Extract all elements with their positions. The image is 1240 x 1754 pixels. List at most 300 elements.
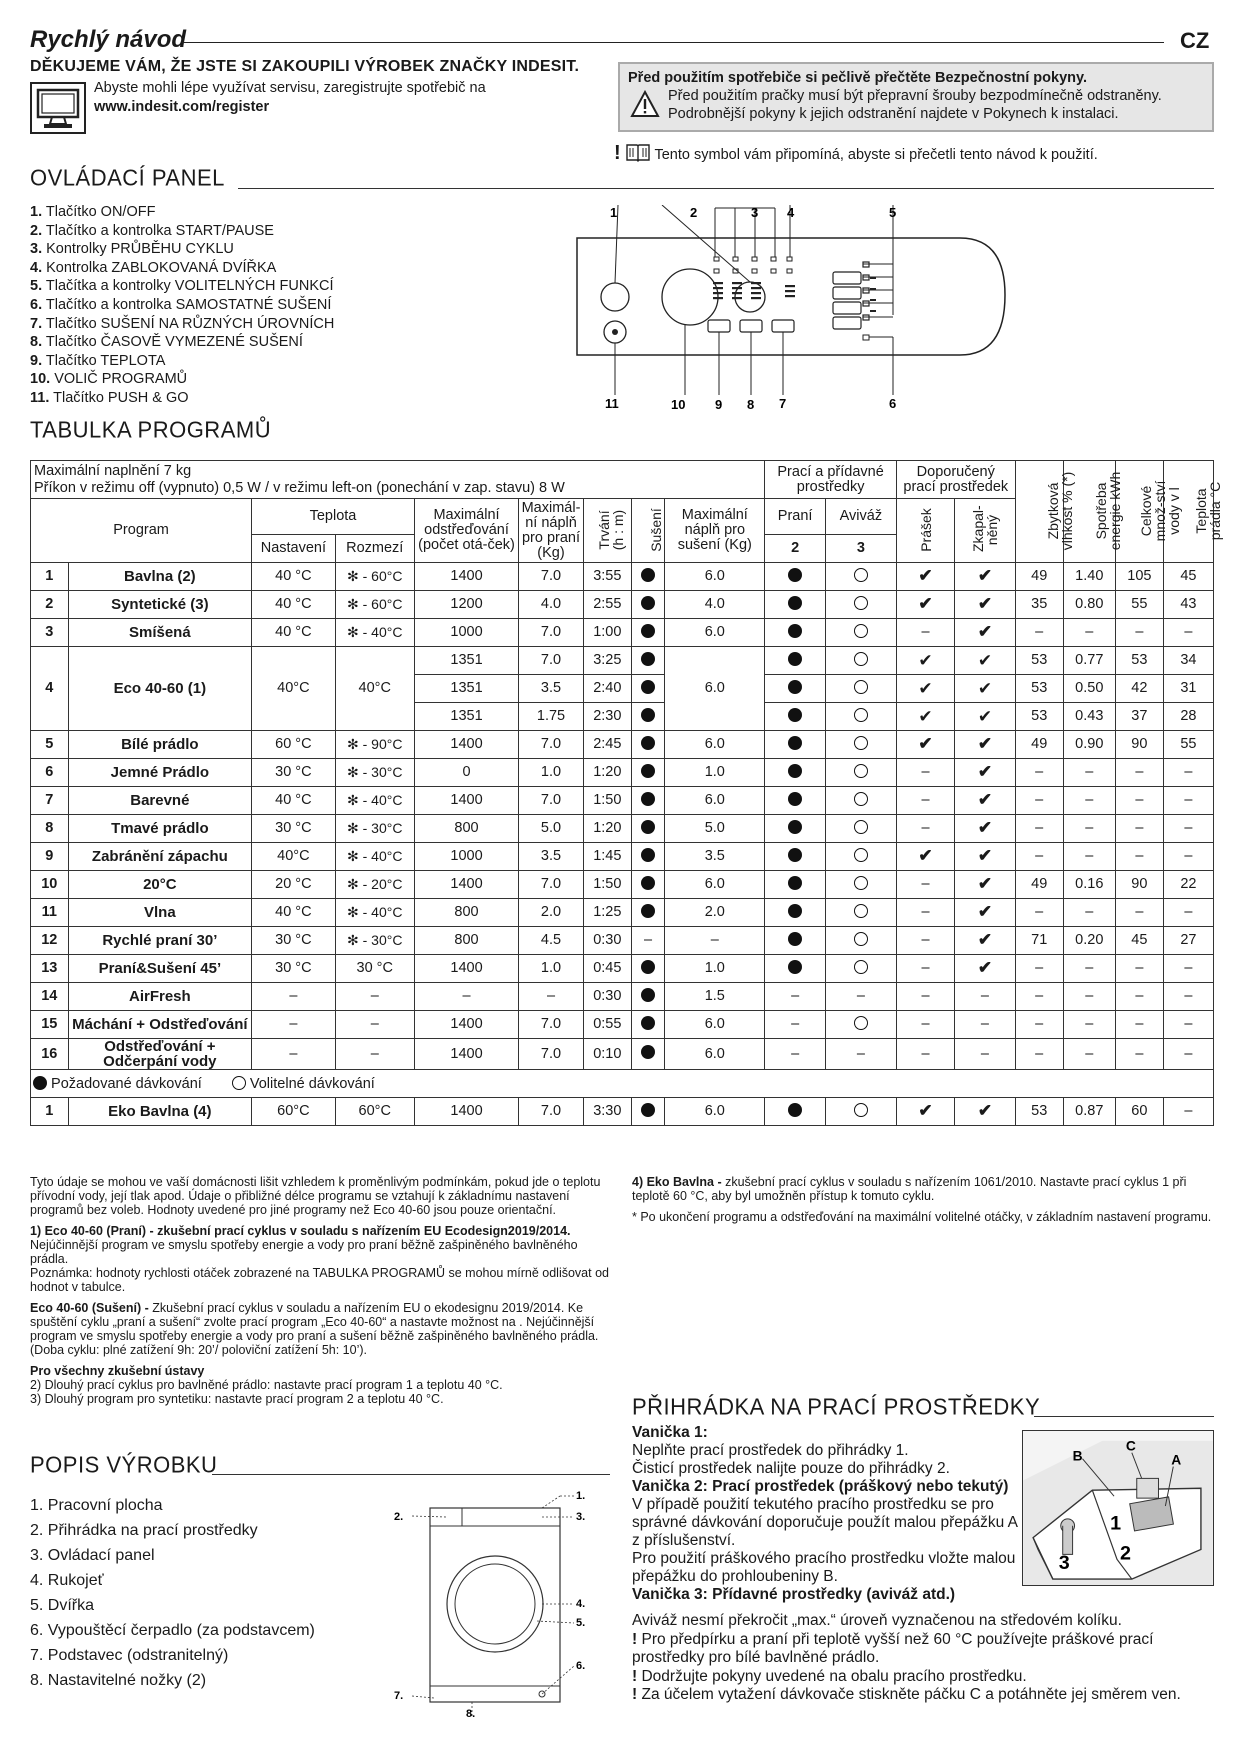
svg-text:1.: 1. xyxy=(576,1490,586,1502)
table-cell: – xyxy=(896,619,954,647)
register-url[interactable]: www.indesit.com/register xyxy=(94,99,270,115)
table-cell: 49 xyxy=(1015,563,1063,591)
table-cell: 3:55 xyxy=(583,563,631,591)
svg-text:2.: 2. xyxy=(394,1511,404,1523)
drawer-text: Vanička 1: Neplňte prací prostředek do přihrádky 1. Čisticí prostředek nalijte pouze do přihrádky 2. Vanička 2: Prací prostředek (práškový nebo tekutý) V případě použití tekutého pracího prostředku se pro správné dávkování doporučuje použít malou přepážku A z příslušenství. Pro použití práškového pracího prostředku vložte malou přepážku do prohloubeniny B. Vanička 3: Přídavné prostředky (aviváž atd.) xyxy=(632,1424,1018,1603)
required-dot xyxy=(788,792,802,806)
table-cell: Jemné Prádlo xyxy=(68,759,252,787)
table-cell: 60 xyxy=(1115,1098,1163,1126)
required-dot-icon xyxy=(33,1076,47,1090)
table-cell: 6.0 xyxy=(665,731,765,759)
table-cell: 20°C xyxy=(68,871,252,899)
table-cell: – xyxy=(1115,787,1163,815)
optional-ring xyxy=(854,848,868,862)
table-cell: 9 xyxy=(31,843,69,871)
table-cell xyxy=(765,899,826,927)
table-cell: 0:55 xyxy=(583,1011,631,1039)
table-cell: AirFresh xyxy=(68,983,252,1011)
table-cell: 7.0 xyxy=(519,619,584,647)
table-cell: – xyxy=(1115,955,1163,983)
table-cell: 1.0 xyxy=(665,955,765,983)
table-cell: ✻ - 60°C xyxy=(335,591,414,619)
table-cell: – xyxy=(1163,843,1213,871)
table-cell: 0 xyxy=(414,759,518,787)
table-cell: ✻ - 40°C xyxy=(335,787,414,815)
table-cell: – xyxy=(1163,759,1213,787)
table-cell xyxy=(896,1098,954,1126)
table-cell: – xyxy=(1015,759,1063,787)
check-icon: ✔ xyxy=(977,958,993,977)
table-cell: 43 xyxy=(1163,591,1213,619)
table-cell: 7.0 xyxy=(519,787,584,815)
table-cell: – xyxy=(631,927,664,955)
table-cell xyxy=(765,1098,826,1126)
table-cell xyxy=(631,731,664,759)
table-cell xyxy=(955,563,1016,591)
cp-item: 9. Tlačítko TEPLOTA xyxy=(30,352,166,369)
table-cell: – xyxy=(414,983,518,1011)
table-cell: – xyxy=(335,983,414,1011)
cp-item: 8. Tlačítko ČASOVĚ VYMEZENÉ SUŠENÍ xyxy=(30,334,303,351)
table-cell: 1.0 xyxy=(519,955,584,983)
table-cell: – xyxy=(1063,1011,1115,1039)
required-dot xyxy=(641,764,655,778)
table-cell: 27 xyxy=(1163,927,1213,955)
svg-text:C: C xyxy=(1125,1437,1136,1454)
table-row: 1351 3.5 2:40 ✔ ✔ 53 0.50 42 31 xyxy=(31,675,1214,703)
required-dot xyxy=(788,1103,802,1117)
cp-item: 10. VOLIČ PROGRAMŮ xyxy=(30,371,188,388)
table-cell: – xyxy=(1163,1011,1213,1039)
check-icon: ✔ xyxy=(918,734,933,753)
product-list xyxy=(30,1493,315,1693)
required-dot xyxy=(641,904,655,918)
table-row: 4 Eco 40-60 (1) 40°C 40°C 1351 7.0 3:25 6.0 ✔ ✔ 53 0.77 53 34 xyxy=(31,647,1214,675)
table-cell: – xyxy=(1063,1039,1115,1070)
required-dot xyxy=(641,1103,655,1117)
cp-label-1: 1 xyxy=(610,205,618,220)
table-cell: Syntetické (3) xyxy=(68,591,252,619)
table-cell: – xyxy=(1115,619,1163,647)
table-cell: – xyxy=(1015,843,1063,871)
required-dot xyxy=(641,680,655,694)
cp-item: 7. Tlačítko SUŠENÍ NA RŮZNÝCH ÚROVNÍCH xyxy=(30,315,335,332)
h-compartment-3: 3 xyxy=(825,535,896,563)
h-duration: Trvání (h : m) xyxy=(583,499,631,563)
required-dot xyxy=(788,680,802,694)
required-dot xyxy=(788,960,802,974)
svg-text:B: B xyxy=(1072,1447,1083,1464)
footnote-1: 1) Eco 40-60 (Praní) - zkušební prací cyklus v souladu s nařízením EU Ecodesign2019/2014. Nejúčinnější program ve smyslu spotřeby energie a vody pro praní běžně zašpiněného bavlněného prádla. Poznámka: hodnoty rychlosti otáček zobrazené na TABULKA PROGRAMŮ se mohou mírně odlišovat od hodnot v tabulce. xyxy=(30,1224,609,1294)
table-row xyxy=(31,983,1214,1011)
table-cell xyxy=(825,843,896,871)
table-cell: ✻ - 40°C xyxy=(335,899,414,927)
table-cell: 3.5 xyxy=(519,843,584,871)
table-cell: 40 °C xyxy=(252,899,335,927)
svg-text:1: 1 xyxy=(1110,1512,1122,1535)
table-cell: 40°C xyxy=(252,843,335,871)
tray-2-title: Vanička 2: Prací prostředek (práškový nebo tekutý) xyxy=(632,1478,1009,1495)
table-cell: 5.0 xyxy=(665,815,765,843)
required-dot xyxy=(641,708,655,722)
h-residual: Zbytková vlhkost % (*) xyxy=(1015,461,1063,563)
h-set: Nastavení xyxy=(252,535,335,563)
table-cell: Zabránění zápachu xyxy=(68,843,252,871)
table-cell: 1400 xyxy=(414,787,518,815)
required-dot xyxy=(641,792,655,806)
table-cell: ✻ - 40°C xyxy=(335,843,414,871)
exclamation-icon: ! xyxy=(614,142,621,164)
table-cell xyxy=(631,1098,664,1126)
table-cell: – xyxy=(825,983,896,1011)
drawer-diagram xyxy=(1022,1430,1214,1586)
table-cell: 2:55 xyxy=(583,591,631,619)
table-cell: – xyxy=(1063,983,1115,1011)
table-cell: 20 °C xyxy=(252,871,335,899)
table-cell: 1:50 xyxy=(583,787,631,815)
table-cell: 7 xyxy=(31,787,69,815)
table-cell: 13 xyxy=(31,955,69,983)
table-cell xyxy=(955,955,1016,983)
table-cell: – xyxy=(1115,1039,1163,1070)
required-dot xyxy=(641,848,655,862)
table-cell xyxy=(955,815,1016,843)
h-liquid: Zkapal-něný xyxy=(955,499,1016,563)
optional-ring xyxy=(854,624,868,638)
svg-text:4.: 4. xyxy=(576,1598,586,1610)
table-cell xyxy=(955,899,1016,927)
table-cell: – xyxy=(896,815,954,843)
check-icon: ✔ xyxy=(918,594,933,613)
language-code: CZ xyxy=(1180,28,1210,53)
table-cell: 1400 xyxy=(414,563,518,591)
h-dryload: Maximální náplň pro sušení (Kg) xyxy=(665,499,765,563)
table-row xyxy=(31,591,1214,619)
optional-ring xyxy=(854,680,868,694)
table-cell: 1400 xyxy=(414,1011,518,1039)
safety-box xyxy=(618,62,1214,132)
h-compartment-2: 2 xyxy=(765,535,826,563)
table-cell: 1:20 xyxy=(583,815,631,843)
table-cell: – xyxy=(896,983,954,1011)
cp-item: 11. Tlačítko PUSH & GO xyxy=(30,389,189,406)
table-cell: 49 xyxy=(1015,871,1063,899)
required-dot xyxy=(641,820,655,834)
table-cell: 40 °C xyxy=(252,563,335,591)
table-cell: Rychlé praní 30’ xyxy=(68,927,252,955)
table-cell xyxy=(896,731,954,759)
table-cell xyxy=(631,787,664,815)
table-row xyxy=(31,619,1214,647)
table-cell: 0.80 xyxy=(1063,591,1115,619)
table-cell: – xyxy=(519,983,584,1011)
table-cell xyxy=(631,871,664,899)
table-cell xyxy=(825,899,896,927)
table-cell: 30 °C xyxy=(252,955,335,983)
table-cell xyxy=(765,871,826,899)
check-icon: ✔ xyxy=(977,818,993,837)
table-cell: 7.0 xyxy=(519,731,584,759)
table-cell xyxy=(955,591,1016,619)
table-cell: – xyxy=(1015,787,1063,815)
table-cell: – xyxy=(1163,899,1213,927)
table-cell: – xyxy=(765,1039,826,1070)
table-cell: 1.40 xyxy=(1063,563,1115,591)
product-item: 3. Ovládací panel xyxy=(30,1547,155,1564)
control-panel-heading: OVLÁDACÍ PANEL xyxy=(30,164,225,191)
read-manual-text: Tento symbol vám připomíná, abyste si přečetli tento návod k použití. xyxy=(654,147,1098,163)
table-cell: 60 °C xyxy=(252,731,335,759)
h-recommended: Doporučený prací prostředek xyxy=(896,461,1015,499)
required-dot xyxy=(641,596,655,610)
table-cell: 71 xyxy=(1015,927,1063,955)
product-item: 1. Pracovní plocha xyxy=(30,1497,163,1514)
program-table xyxy=(30,460,1223,1126)
table-cell: – xyxy=(665,927,765,955)
table-cell: 105 xyxy=(1115,563,1163,591)
optional-ring xyxy=(854,904,868,918)
table-cell: 4.0 xyxy=(519,591,584,619)
table-cell: ✻ - 30°C xyxy=(335,815,414,843)
table-info: Maximální naplnění 7 kg Příkon v režimu off (vypnuto) 0,5 W / v režimu left-on (ponechání v zap. stavu) 8 W xyxy=(31,461,765,499)
table-cell: 35 xyxy=(1015,591,1063,619)
table-cell: 1:25 xyxy=(583,899,631,927)
table-cell: 1:20 xyxy=(583,759,631,787)
table-cell: 1400 xyxy=(414,731,518,759)
table-cell: 2 xyxy=(31,591,69,619)
table-cell: ✻ - 30°C xyxy=(335,759,414,787)
table-cell: 11 xyxy=(31,899,69,927)
cp-label-3: 3 xyxy=(751,205,759,220)
table-cell xyxy=(765,563,826,591)
table-cell: – xyxy=(1063,815,1115,843)
table-cell: 10 xyxy=(31,871,69,899)
table-cell: 1:50 xyxy=(583,871,631,899)
required-dot xyxy=(641,568,655,582)
table-cell: – xyxy=(1115,899,1163,927)
check-icon: ✔ xyxy=(918,566,933,585)
optional-ring-icon xyxy=(232,1076,246,1090)
table-cell xyxy=(631,1039,664,1070)
table-cell: 0:30 xyxy=(583,983,631,1011)
required-dot xyxy=(788,708,802,722)
table-cell: 6.0 xyxy=(665,1098,765,1126)
table-row xyxy=(31,759,1214,787)
table-cell: 3 xyxy=(31,619,69,647)
table-cell xyxy=(825,815,896,843)
book-icon xyxy=(625,142,651,162)
table-cell: 6.0 xyxy=(665,871,765,899)
h-soft: Aviváž xyxy=(825,499,896,535)
check-icon: ✔ xyxy=(977,762,993,781)
table-row: 1351 1.75 2:30 ✔ ✔ 53 0.43 37 28 xyxy=(31,703,1214,731)
table-cell: 16 xyxy=(31,1039,69,1070)
table-cell: 800 xyxy=(414,815,518,843)
table-cell: 5.0 xyxy=(519,815,584,843)
table-cell: ✻ - 40°C xyxy=(335,619,414,647)
cp-item: 4. Kontrolka ZABLOKOVANÁ DVÍŘKA xyxy=(30,259,277,276)
table-cell xyxy=(631,619,664,647)
table-cell: – xyxy=(765,1011,826,1039)
check-icon: ✔ xyxy=(977,846,993,865)
table-cell xyxy=(825,591,896,619)
product-item: 4. Rukojeť xyxy=(30,1572,104,1589)
table-row xyxy=(31,815,1214,843)
h-load: Maximál-ní náplň pro praní (Kg) xyxy=(519,499,584,563)
table-cell: 6 xyxy=(31,759,69,787)
table-cell xyxy=(765,815,826,843)
legend-optional: Volitelné dávkování xyxy=(249,1075,375,1092)
optional-ring xyxy=(854,736,868,750)
cp-item: 1. Tlačítko ON/OFF xyxy=(30,204,156,220)
table-cell: 1.0 xyxy=(665,759,765,787)
table-cell: – xyxy=(1115,815,1163,843)
svg-text:8.: 8. xyxy=(466,1708,476,1718)
drawer-rule xyxy=(1034,1416,1214,1417)
table-cell: – xyxy=(1115,843,1163,871)
table-row xyxy=(31,871,1214,899)
product-item: 6. Vypouštěcí čerpadlo (za podstavcem) xyxy=(30,1622,315,1639)
table-cell: 0.20 xyxy=(1063,927,1115,955)
table-cell: – xyxy=(335,1039,414,1070)
table-cell: 6.0 xyxy=(665,787,765,815)
table-cell: 7.0 xyxy=(519,1011,584,1039)
cp-label-8: 8 xyxy=(747,397,755,412)
optional-ring xyxy=(854,708,868,722)
table-cell: 4.5 xyxy=(519,927,584,955)
table-cell: ✻ - 20°C xyxy=(335,871,414,899)
table-cell xyxy=(765,927,826,955)
table-cell xyxy=(631,983,664,1011)
required-dot xyxy=(788,568,802,582)
program-table-heading: TABULKA PROGRAMŮ xyxy=(30,416,272,443)
table-cell: – xyxy=(1015,1011,1063,1039)
required-dot xyxy=(641,1045,655,1059)
table-cell: 1:00 xyxy=(583,619,631,647)
table-cell: 7.0 xyxy=(519,1039,584,1070)
table-row xyxy=(31,1011,1214,1039)
table-cell: – xyxy=(252,1039,335,1070)
table-cell: 8 xyxy=(31,815,69,843)
product-item: 7. Podstavec (odstranitelný) xyxy=(30,1647,229,1664)
thanks-text: DĚKUJEME VÁM, ŽE JSTE SI ZAKOUPILI VÝROBEK ZNAČKY INDESIT. xyxy=(30,58,580,75)
legend-row xyxy=(31,1070,1214,1098)
table-cell xyxy=(825,955,896,983)
table-cell: 6.0 xyxy=(665,1039,765,1070)
h-program: Program xyxy=(31,499,252,563)
table-cell: – xyxy=(252,983,335,1011)
table-row xyxy=(31,955,1214,983)
product-rule xyxy=(212,1474,610,1475)
table-cell: 60°C xyxy=(252,1098,335,1126)
table-cell xyxy=(825,787,896,815)
table-cell: Smíšená xyxy=(68,619,252,647)
table-row xyxy=(31,1098,1214,1126)
tray-3-title: Vanička 3: Přídavné prostředky (aviváž atd.) xyxy=(632,1586,956,1603)
table-cell: 2:45 xyxy=(583,731,631,759)
h-drying: Sušení xyxy=(631,499,664,563)
register-monitor-icon xyxy=(30,82,86,134)
table-cell: 1000 xyxy=(414,843,518,871)
footnote-asterisk: * Po ukončení programu a odstřeďování na maximální volitelné otáčky, v základním nastavení programu. xyxy=(632,1210,1212,1224)
table-cell xyxy=(825,731,896,759)
check-icon: ✔ xyxy=(977,930,993,949)
control-panel-rule xyxy=(238,188,1214,189)
table-cell: 2.0 xyxy=(519,899,584,927)
table-cell: 7.0 xyxy=(519,871,584,899)
table-cell xyxy=(955,1098,1016,1126)
check-icon: ✔ xyxy=(977,622,993,641)
table-cell: 45 xyxy=(1115,927,1163,955)
table-row xyxy=(31,927,1214,955)
table-cell: 40 °C xyxy=(252,619,335,647)
svg-text:2: 2 xyxy=(1119,1542,1131,1565)
svg-text:A: A xyxy=(1171,1451,1182,1468)
table-row xyxy=(31,899,1214,927)
table-cell: – xyxy=(765,983,826,1011)
table-cell xyxy=(631,899,664,927)
required-dot xyxy=(788,652,802,666)
optional-ring xyxy=(854,1016,868,1030)
table-cell: 0:45 xyxy=(583,955,631,983)
check-icon: ✔ xyxy=(977,902,993,921)
footnotes-left xyxy=(30,1175,610,1413)
optional-ring xyxy=(854,764,868,778)
table-cell: Tmavé prádlo xyxy=(68,815,252,843)
table-cell: – xyxy=(955,1039,1016,1070)
table-cell xyxy=(825,1011,896,1039)
drawer-notes: Aviváž nesmí překročit „max.“ úroveň vyznačenou na středovém kolíku. ! Pro předpírku a praní při teplotě vyšší než 60 °C používejte práškové prací prostředky pro bílé bavlněné prádlo. ! Dodržujte pokyny uvedené na obalu pracího prostředku. ! Za účelem vytažení dávkovače stiskněte páčku C a potáhněte jej směrem ven. xyxy=(632,1612,1181,1703)
table-cell: 6.0 xyxy=(665,619,765,647)
table-cell: 2.0 xyxy=(665,899,765,927)
table-cell: – xyxy=(1163,1039,1213,1070)
required-dot xyxy=(641,652,655,666)
table-cell: – xyxy=(896,1039,954,1070)
table-cell: 40 °C xyxy=(252,591,335,619)
table-cell: 30 °C xyxy=(252,815,335,843)
table-cell xyxy=(631,1011,664,1039)
table-cell: 3.5 xyxy=(665,843,765,871)
table-cell: 0:30 xyxy=(583,927,631,955)
cp-label-10: 10 xyxy=(671,397,686,412)
table-cell xyxy=(631,815,664,843)
table-cell: – xyxy=(1163,955,1213,983)
washer-diagram xyxy=(392,1486,604,1718)
table-cell: 1400 xyxy=(414,1039,518,1070)
h-temp: Teplota prádla °C xyxy=(1163,461,1213,563)
required-dot xyxy=(788,904,802,918)
safety-title: Před použitím spotřebiče si pečlivě přečtěte Bezpečnostní pokyny. xyxy=(628,70,1088,86)
table-cell: – xyxy=(1063,899,1115,927)
table-cell xyxy=(896,843,954,871)
table-cell: – xyxy=(1063,787,1115,815)
cp-label-5: 5 xyxy=(889,205,897,220)
h-wash: Praní xyxy=(765,499,826,535)
table-cell: 55 xyxy=(1115,591,1163,619)
table-cell: – xyxy=(896,759,954,787)
table-cell: – xyxy=(896,927,954,955)
table-row xyxy=(31,1039,1214,1070)
control-panel-list xyxy=(30,203,334,408)
table-cell: – xyxy=(1163,787,1213,815)
table-cell: 12 xyxy=(31,927,69,955)
table-cell xyxy=(631,955,664,983)
header-rule xyxy=(182,42,1164,43)
svg-text:5.: 5. xyxy=(576,1617,586,1629)
h-powder: Prášek xyxy=(896,499,954,563)
table-cell: 30 °C xyxy=(252,927,335,955)
required-dot xyxy=(788,736,802,750)
